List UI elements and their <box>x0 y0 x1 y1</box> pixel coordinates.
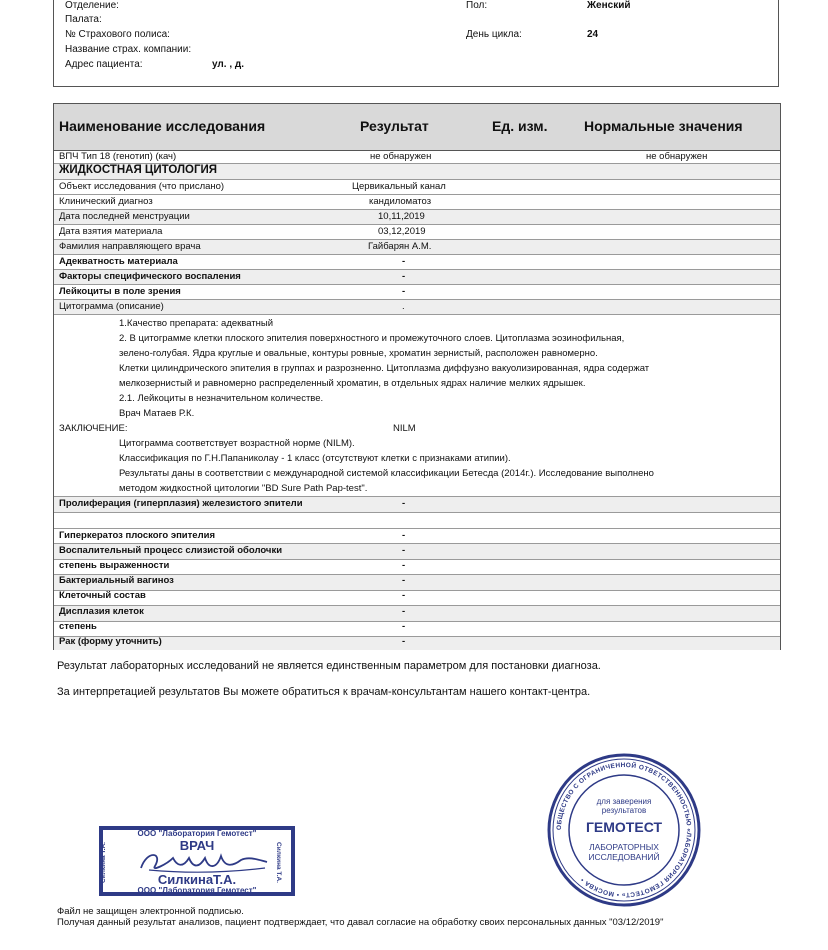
cyto-row-result: - <box>402 286 406 297</box>
section-title: ЖИДКОСТНАЯ ЦИТОЛОГИЯ <box>59 164 218 176</box>
doctor-stamp-title: ВРАЧ <box>179 838 215 853</box>
doctor-stamp-org-bottom: ООО "Лаборатория Гемотест" <box>137 886 257 895</box>
header-normal: Нормальные значения <box>584 118 743 134</box>
hpv-row-name: ВПЧ Тип 18 (генотип) (кач) <box>59 151 177 162</box>
cytogram-line: 2. В цитограмме клетки плоского эпителия поверхностного и промежуточного слоев. Цитоплазма эозинофильная, <box>119 333 625 344</box>
cyto-row-result: Гайбарян А.М. <box>368 241 432 252</box>
footer-line-1: Файл не защищен электронной подписью. <box>57 906 244 917</box>
cyto-row-name: Фамилия направляющего врача <box>59 241 201 252</box>
cycle-day-value: 24 <box>587 29 599 40</box>
lower-row-result: - <box>402 621 406 632</box>
cyto-row-name: Объект исследования (что прислано) <box>59 181 225 192</box>
results-table <box>53 103 781 650</box>
lower-row-result: - <box>402 560 406 571</box>
cyto-row-name: Факторы специфического воспаления <box>59 271 241 282</box>
lower-row-result: - <box>402 636 406 647</box>
lower-row-result: - <box>402 606 406 617</box>
cyto-row-result: - <box>402 256 406 267</box>
department-label: Отделение: <box>65 0 119 11</box>
cycle-day-label: День цикла: <box>466 29 522 40</box>
lower-row-name: Воспалительный процесс слизистой оболочки <box>59 545 283 556</box>
sex-label: Пол: <box>466 0 488 11</box>
cytogram-signer: Врач Матаев Р.К. <box>119 408 195 419</box>
seal-brand: ГЕМОТЕСТ <box>585 819 663 835</box>
seal-line-4: ИССЛЕДОВАНИЙ <box>588 852 660 862</box>
seal-line-2: результатов <box>601 806 647 815</box>
cyto-row-name: Цитограмма (описание) <box>59 301 164 312</box>
footer-line-2: Получая данный результат анализов, пациент подтверждает, что давал согласие на обработку своих персональных данных "03/12/2019" <box>57 917 664 928</box>
lower-row-name: Рак (форму уточнить) <box>59 636 162 647</box>
header-unit: Ед. изм. <box>492 118 548 134</box>
cyto-row-name: Адекватность материала <box>59 256 178 267</box>
doctor-stamp <box>99 826 295 896</box>
lower-row-name: степень выраженности <box>59 560 170 571</box>
cyto-row-result: . <box>402 301 405 312</box>
doctor-stamp-name: СилкинаТ.А. <box>157 872 237 887</box>
lower-row-name: Гиперкератоз плоского эпителия <box>59 530 215 541</box>
signature-icon <box>133 846 273 876</box>
address-label: Адрес пациента: <box>65 59 143 70</box>
lower-row-name: Бактериальный вагиноз <box>59 575 174 586</box>
doctor-stamp-side-left: Силкина Т.А. <box>99 842 107 883</box>
cytogram-line: 2.1. Лейкоциты в незначительном количестве. <box>119 393 324 404</box>
seal-ring-text: ОБЩЕСТВО С ОГРАНИЧЕННОЙ ОТВЕТСТВЕННОСТЬЮ «ЛАБОРАТОРИЯ ГЕМОТЕСТ» • МОСКВА • <box>555 761 693 899</box>
hpv-row-result: не обнаружен <box>370 151 432 162</box>
sex-value: Женский <box>587 0 631 11</box>
cyto-row-result: - <box>402 271 406 282</box>
cyto-row-result: 10,11,2019 <box>378 211 425 222</box>
doctor-stamp-side-right: Силкина Т.А. <box>274 842 282 883</box>
ward-label: Палата: <box>65 14 102 25</box>
lower-row-result: - <box>402 530 406 541</box>
lower-row-result: - <box>402 498 406 509</box>
cyto-row-result: кандиломатоз <box>369 196 432 207</box>
cyto-row-result: Цервикальный канал <box>352 181 446 192</box>
header-name: Наименование исследования <box>59 118 266 134</box>
cyto-row-name: Дата взятия материала <box>59 226 163 237</box>
lower-row-result: - <box>402 575 406 586</box>
lab-seal <box>546 752 702 908</box>
conclusion-line: Результаты даны в соответствии с международной системой классификации Бетесда (2014г.). Исследование выполнено <box>119 468 654 479</box>
conclusion-line: методом жидкостной цитологии "BD Sure Path Pap-test". <box>119 483 368 494</box>
cytogram-line: 1.Качество препарата: адекватный <box>119 318 274 329</box>
header-result: Результат <box>360 118 429 134</box>
insurance-number-label: № Страхового полиса: <box>65 29 170 40</box>
cyto-row-result: 03,12,2019 <box>378 226 426 237</box>
lower-row-result: - <box>402 590 406 601</box>
conclusion-value: NILM <box>393 423 416 434</box>
cyto-row-name: Дата последней менструации <box>59 211 190 222</box>
note-line: Результат лабораторных исследований не является единственным параметром для постановки диагноза. <box>57 660 601 672</box>
seal-line-1: для заверения <box>596 797 652 806</box>
conclusion-line: Цитограмма соответствует возрастной норме (NILM). <box>119 438 355 449</box>
lower-row-name: степень <box>59 621 97 632</box>
lower-row-name: Клеточный состав <box>59 590 146 601</box>
conclusion-label: ЗАКЛЮЧЕНИЕ: <box>59 423 128 434</box>
cytogram-line: мелкозернистый и равномерно распределенный хроматин, в отдельных ядрах наличие мелких ядрышек. <box>119 378 586 389</box>
address-value: ул. , д. <box>212 59 245 70</box>
lower-row-result: - <box>402 545 406 556</box>
hpv-row-normal: не обнаружен <box>646 151 708 162</box>
seal-line-3: ЛАБОРАТОРНЫХ <box>589 842 659 852</box>
doctor-stamp-org: ООО "Лаборатория Гемотест" <box>137 829 257 838</box>
note-line: За интерпретацией результатов Вы можете обратиться к врачам-консультантам нашего контакт-центра. <box>57 686 591 698</box>
insurance-company-label: Название страх. компании: <box>65 44 192 55</box>
conclusion-line: Классификация по Г.Н.Папаниколау - 1 класс (отсутствуют клетки с признаками атипии). <box>119 453 511 464</box>
cyto-row-name: Клинический диагноз <box>59 196 153 207</box>
lower-row-name: Пролиферация (гиперплазия) железистого эпители <box>59 498 303 509</box>
cytogram-line: Клетки цилиндрического эпителия в группах и разрозненно. Цитоплазма диффузно вакуолизированная, ядра содержат <box>119 363 650 374</box>
cyto-row-name: Лейкоциты в поле зрения <box>59 286 181 297</box>
lower-row-name: Дисплазия клеток <box>59 606 144 617</box>
cytogram-line: зелено-голубая. Ядра круглые и овальные, контуры ровные, хроматин зернистый, расположен равномерно. <box>119 348 598 359</box>
